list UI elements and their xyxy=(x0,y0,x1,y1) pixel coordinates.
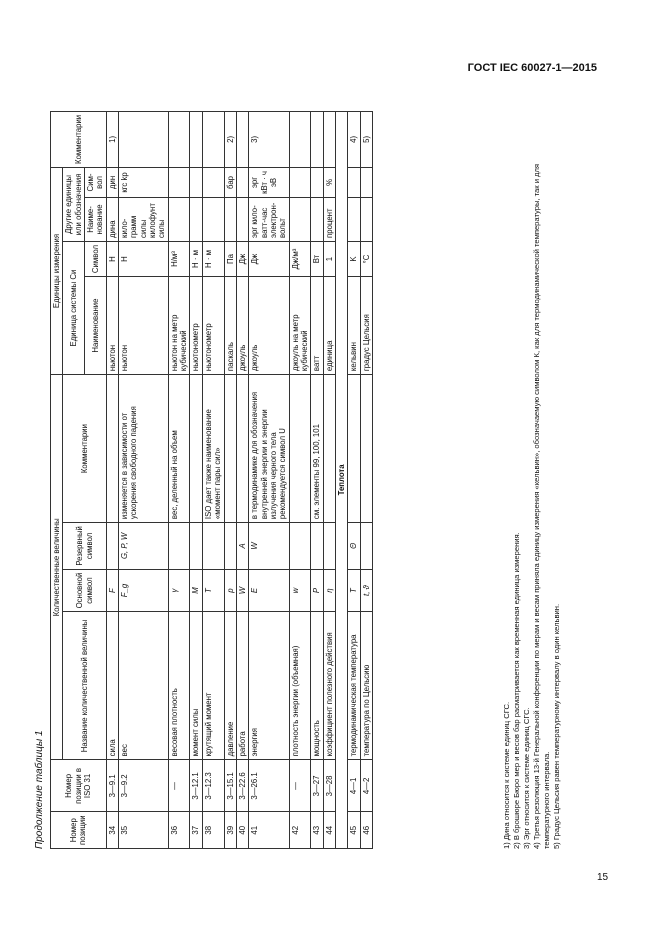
cell-main: T xyxy=(202,569,224,612)
table-row xyxy=(348,111,360,848)
cell-oth-name xyxy=(224,197,236,241)
section-heat-title: Теплота xyxy=(335,111,347,848)
cell-si-sym: Н/м³ xyxy=(168,241,190,276)
cell-si-sym: Н xyxy=(119,241,169,276)
cell-main: F_g xyxy=(119,569,169,612)
table-row xyxy=(323,111,335,848)
cell-main: p xyxy=(224,569,236,612)
cell-si-sym: 1 xyxy=(323,241,335,276)
cell-si-sym: Н xyxy=(106,241,118,276)
cell-si-name: ватт xyxy=(311,277,323,375)
cell-si-sym: Н · м xyxy=(202,241,224,276)
cell-no: 46 xyxy=(360,812,372,849)
cell-si-name: джоуль xyxy=(249,277,289,375)
cell-main: F xyxy=(106,569,118,612)
cell-reserve xyxy=(106,523,118,570)
cell-comment xyxy=(106,375,118,523)
cell-iso: 3—22.6 xyxy=(236,760,248,812)
header-position-no: Номер позиции xyxy=(51,812,107,849)
cell-no: 44 xyxy=(323,812,335,849)
cell-oth-name xyxy=(236,197,248,241)
cell-comment: ISO дает также наименование «момент пары сил» xyxy=(202,375,224,523)
cell-main: w xyxy=(289,569,311,612)
cell-name: сила xyxy=(106,612,118,760)
cell-oth-sym: бар xyxy=(224,167,236,197)
cell-oth-name xyxy=(190,197,202,241)
quantities-table xyxy=(50,111,373,849)
cell-iso: 3—27 xyxy=(311,760,323,812)
cell-name: момент силы xyxy=(190,612,202,760)
cell-oth-name xyxy=(348,197,360,241)
cell-rem xyxy=(323,111,335,167)
cell-name: энергия xyxy=(249,612,289,760)
cell-oth-sym xyxy=(190,167,202,197)
cell-oth-name xyxy=(311,197,323,241)
cell-reserve xyxy=(360,523,372,570)
cell-reserve xyxy=(224,523,236,570)
cell-si-sym: Вт xyxy=(311,241,323,276)
cell-si-sym: K xyxy=(348,241,360,276)
footnotes xyxy=(502,129,562,849)
cell-no: 45 xyxy=(348,812,360,849)
cell-si-name: ньютонометр xyxy=(190,277,202,375)
cell-reserve: G, P, W xyxy=(119,523,169,570)
footnote: 5) Градус Цельсия равен температурному интервалу в один кельвин. xyxy=(552,603,562,849)
cell-si-sym: Дж xyxy=(236,241,248,276)
cell-si-name: градус Цельсия xyxy=(360,277,372,375)
table-row xyxy=(289,111,311,848)
cell-main: η xyxy=(323,569,335,612)
cell-oth-sym xyxy=(348,167,360,197)
cell-no: 38 xyxy=(202,812,224,849)
header-other-units-group: Другие единицы или обозначения xyxy=(63,167,85,241)
document-header: ГОСТ IEC 60027-1—2015 xyxy=(467,62,597,74)
cell-reserve xyxy=(323,523,335,570)
cell-rem xyxy=(190,111,202,167)
cell-name: термодинамическая температура xyxy=(348,612,360,760)
cell-name: вес xyxy=(119,612,169,760)
cell-iso: 3—12.1 xyxy=(190,760,202,812)
cell-iso: 3—12.3 xyxy=(202,760,224,812)
cell-oth-sym xyxy=(311,167,323,197)
table-continuation-caption: Продолжение таблицы 1 xyxy=(34,730,45,849)
header-quantities-group: Количественные величины xyxy=(51,375,63,760)
cell-si-name: кельвин xyxy=(348,277,360,375)
cell-comment: в термодинамике для обозначения внутренней энергии и энергии излучения черного тела рекомендуется символ U xyxy=(249,375,289,523)
cell-no: 37 xyxy=(190,812,202,849)
rotated-content xyxy=(32,95,612,855)
cell-name: коэффициент полезного действия xyxy=(323,612,335,760)
header-main-symbol: Основной символ xyxy=(63,569,106,612)
page-number: 15 xyxy=(597,872,609,883)
cell-reserve xyxy=(202,523,224,570)
cell-main: T xyxy=(348,569,360,612)
cell-si-name: единица xyxy=(323,277,335,375)
cell-rem xyxy=(202,111,224,167)
table-row xyxy=(202,111,224,848)
section-row-heat xyxy=(335,111,347,848)
cell-comment: вес, деленный на объем xyxy=(168,375,190,523)
cell-si-name: паскаль xyxy=(224,277,236,375)
cell-comment xyxy=(289,375,311,523)
cell-comment xyxy=(190,375,202,523)
cell-oth-sym: дин xyxy=(106,167,118,197)
cell-rem: 2) xyxy=(224,111,236,167)
cell-si-sym: Дж xyxy=(249,241,289,276)
header-si-group: Единица системы Си xyxy=(63,241,85,374)
cell-rem: 3) xyxy=(249,111,289,167)
cell-si-name: ньютон на метр кубический xyxy=(168,277,190,375)
cell-rem xyxy=(168,111,190,167)
cell-oth-name: процент xyxy=(323,197,335,241)
cell-iso: — xyxy=(289,760,311,812)
cell-si-sym: Н · м xyxy=(190,241,202,276)
cell-rem xyxy=(311,111,323,167)
cell-rem xyxy=(119,111,169,167)
cell-reserve: W xyxy=(249,523,289,570)
cell-oth-sym xyxy=(289,167,311,197)
table-body xyxy=(106,111,372,848)
cell-main: P xyxy=(311,569,323,612)
cell-oth-sym xyxy=(168,167,190,197)
cell-si-name: ньютон xyxy=(119,277,169,375)
header-other-name: Наиме-нование xyxy=(85,197,107,241)
cell-no: 41 xyxy=(249,812,289,849)
cell-no: 39 xyxy=(224,812,236,849)
cell-comment xyxy=(323,375,335,523)
cell-iso: 3—15.1 xyxy=(224,760,236,812)
cell-comment xyxy=(236,375,248,523)
cell-iso: — xyxy=(168,760,190,812)
header-units-group: Единицы измерения xyxy=(51,167,63,374)
table-row xyxy=(360,111,372,848)
cell-comment xyxy=(224,375,236,523)
cell-si-sym: °C xyxy=(360,241,372,276)
cell-no: 35 xyxy=(119,812,169,849)
table-row xyxy=(106,111,118,848)
cell-reserve: Θ xyxy=(348,523,360,570)
header-other-symbol: Сим-вол xyxy=(85,167,107,197)
footnote: 2) В брошюре Бюро мер и весов бар расматривается как временная единица измерения. xyxy=(512,532,522,849)
footnote: 1) Дина относится к системе единиц СГС. xyxy=(502,701,511,849)
header-remarks: Комментарии xyxy=(51,111,107,167)
cell-name: крутящий момент xyxy=(202,612,224,760)
cell-name: мощность xyxy=(311,612,323,760)
cell-reserve xyxy=(190,523,202,570)
cell-oth-name xyxy=(168,197,190,241)
cell-oth-sym: % xyxy=(323,167,335,197)
cell-oth-sym xyxy=(236,167,248,197)
cell-reserve xyxy=(289,523,311,570)
footnote: 3) Эрг относится к системе единиц СГС. xyxy=(522,707,532,849)
cell-name: давление xyxy=(224,612,236,760)
cell-no: 34 xyxy=(106,812,118,849)
cell-si-name: ньютон xyxy=(106,277,118,375)
cell-no: 43 xyxy=(311,812,323,849)
header-si-symbol: Символ xyxy=(85,241,107,276)
cell-comment xyxy=(360,375,372,523)
header-comments: Комментарии xyxy=(63,375,106,523)
cell-oth-name: кило-грамм силы килофунт силы xyxy=(119,197,169,241)
table-row xyxy=(311,111,323,848)
rotated-table-area xyxy=(32,95,612,855)
cell-oth-name xyxy=(202,197,224,241)
cell-reserve: A xyxy=(236,523,248,570)
table-row xyxy=(249,111,289,848)
cell-oth-name xyxy=(360,197,372,241)
cell-oth-sym: эрг кВт · ч эВ xyxy=(249,167,289,197)
table-row xyxy=(119,111,169,848)
cell-iso: 3—26.1 xyxy=(249,760,289,812)
cell-reserve xyxy=(168,523,190,570)
cell-rem: 1) xyxy=(106,111,118,167)
cell-name: плотность энергии (объемная) xyxy=(289,612,311,760)
cell-si-name: джоуль на метр кубический xyxy=(289,277,311,375)
cell-comment: см. элементы 99, 100, 101 xyxy=(311,375,323,523)
cell-si-sym: Дж/м³ xyxy=(289,241,311,276)
cell-rem: 4) xyxy=(348,111,360,167)
cell-no: 36 xyxy=(168,812,190,849)
header-si-name: Наименование xyxy=(85,277,107,375)
cell-comment xyxy=(348,375,360,523)
cell-oth-sym: кгс kp xyxy=(119,167,169,197)
cell-main: t, ϑ xyxy=(360,569,372,612)
table-row xyxy=(224,111,236,848)
cell-iso: 3—28 xyxy=(323,760,335,812)
cell-rem xyxy=(236,111,248,167)
header-iso-position: Номер позиции в ISO 31 xyxy=(51,760,107,812)
cell-rem: 5) xyxy=(360,111,372,167)
cell-comment: изменяется в зависимости от ускорения свободного падения xyxy=(119,375,169,523)
table-row xyxy=(236,111,248,848)
footnote: 4) Третья резолюция 13-й Генеральной конференции по мерам и весам приняла единицу измерения «кельвин», обозначаемую символом К, как для термодинамической температуры, так и для температурного интервала. xyxy=(532,163,552,849)
cell-no: 42 xyxy=(289,812,311,849)
cell-main: E xyxy=(249,569,289,612)
cell-main: M xyxy=(190,569,202,612)
cell-iso: 3—9.2 xyxy=(119,760,169,812)
cell-reserve xyxy=(311,523,323,570)
cell-iso: 3—9.1 xyxy=(106,760,118,812)
cell-rem xyxy=(289,111,311,167)
cell-oth-name: дина xyxy=(106,197,118,241)
cell-oth-sym xyxy=(360,167,372,197)
cell-si-name: ньютонометр xyxy=(202,277,224,375)
header-quantity-name: Название количественной величины xyxy=(63,612,106,760)
cell-name: весовая плотность xyxy=(168,612,190,760)
cell-si-name: джоуль xyxy=(236,277,248,375)
cell-oth-sym xyxy=(202,167,224,197)
header-reserve-symbol: Резервный символ xyxy=(63,523,106,570)
table-row xyxy=(168,111,190,848)
table-row xyxy=(190,111,202,848)
cell-name: работа xyxy=(236,612,248,760)
cell-oth-name xyxy=(289,197,311,241)
cell-oth-name: эрг кило-ватт-час электрон-вольт xyxy=(249,197,289,241)
cell-iso: 4—1 xyxy=(348,760,360,812)
cell-si-sym: Па xyxy=(224,241,236,276)
cell-main: W xyxy=(236,569,248,612)
cell-no: 40 xyxy=(236,812,248,849)
cell-name: температура по Цельсию xyxy=(360,612,372,760)
cell-main: γ xyxy=(168,569,190,612)
cell-iso: 4—2 xyxy=(360,760,372,812)
